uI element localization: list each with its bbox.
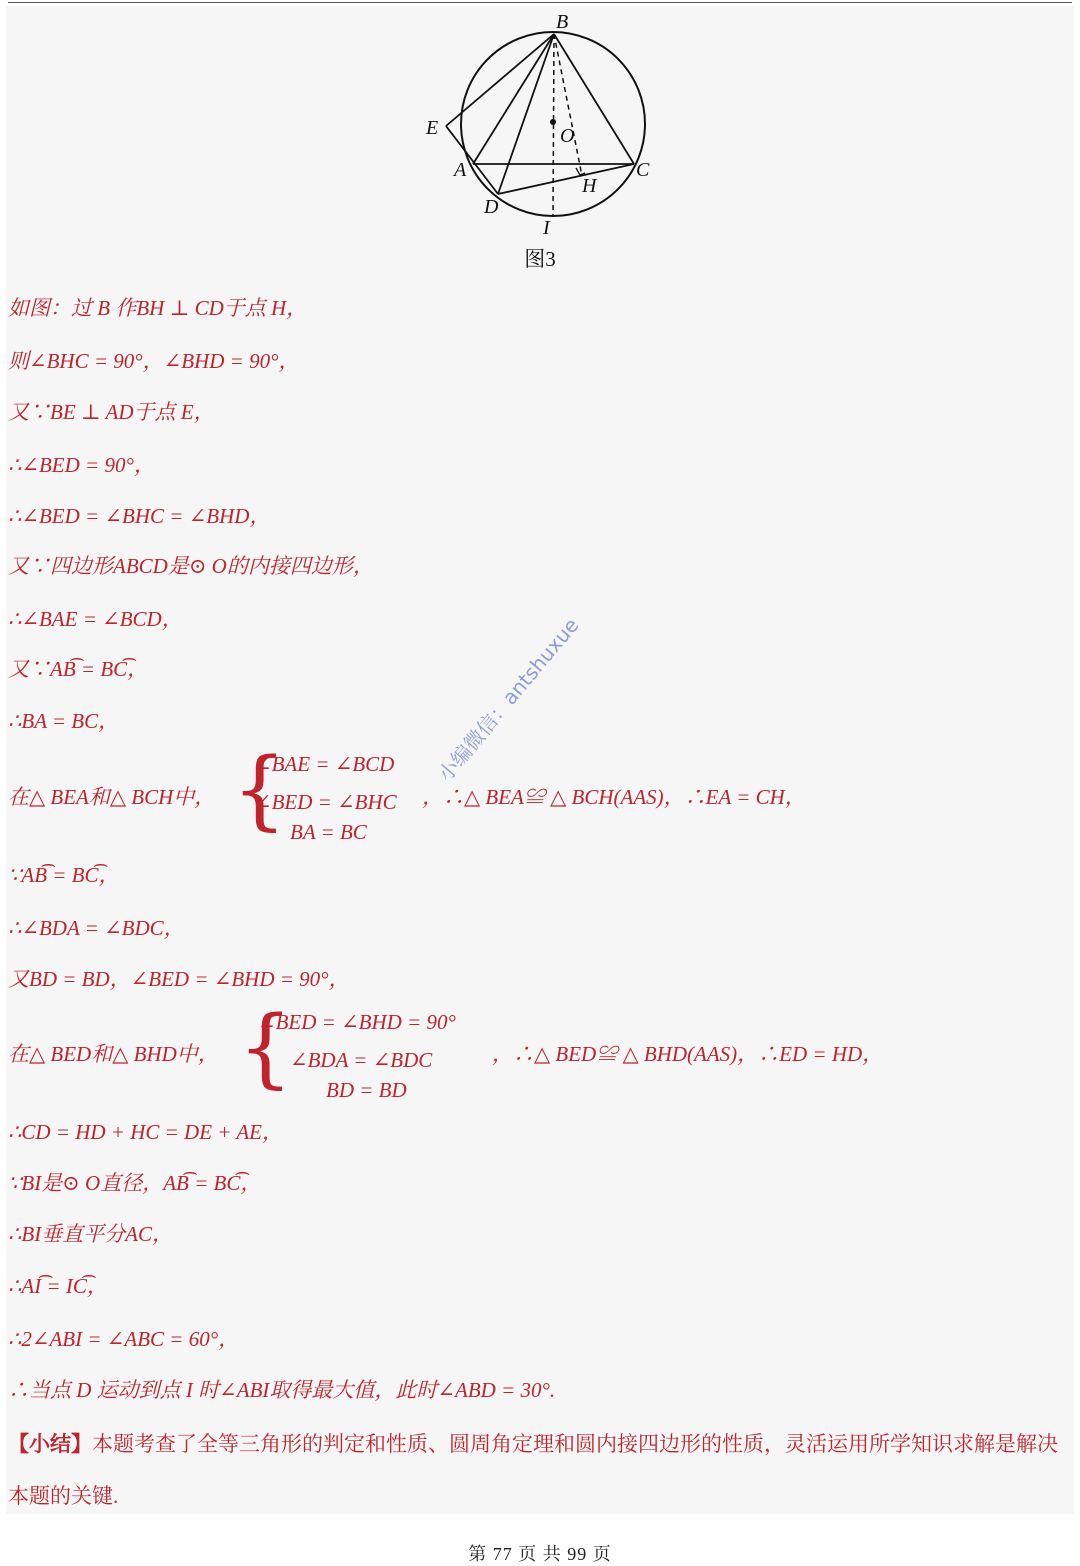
system-row: ∠BED = ∠BHC: [254, 790, 397, 814]
label-b: B: [556, 11, 569, 33]
center-point: [550, 119, 556, 125]
system-row: ∠BAE = ∠BCD: [254, 752, 395, 776]
top-rule: [8, 2, 1072, 3]
label-i: I: [543, 217, 550, 239]
watermark: 小编微信：antshuxue: [433, 613, 584, 786]
system-conclusion: ，∴△ BED≌ △ BHD(AAS)，∴ED = HD，: [492, 1042, 884, 1066]
system-row: ∠BED = ∠BHD = 90°: [258, 1010, 456, 1034]
system-row: BA = BC: [290, 820, 367, 844]
summary-paragraph: [8, 1418, 1068, 1522]
segment-bi: [553, 34, 554, 216]
segment-dc: [498, 164, 634, 194]
proof-line: ∴∠BED = ∠BHC = ∠BHD，: [8, 504, 271, 528]
label-h: H: [582, 175, 597, 197]
proof-line: ∴BA = BC，: [8, 709, 120, 733]
proof-line: ∵AB͡ = BC͡，: [8, 863, 120, 887]
system-lead: 在△ BED和△ BHD中，: [8, 1042, 219, 1066]
system-conclusion: ，∴△ BEA≌ △ BCH(AAS)，∴EA = CH，: [422, 785, 806, 809]
equation-system-1: [8, 740, 1068, 844]
label-d: D: [484, 196, 499, 218]
system-row: BD = BD: [326, 1078, 407, 1102]
proof-line: ∵BI是⊙ O直径，AB͡ = BC͡，: [8, 1171, 262, 1195]
proof-line: ∴∠BDA = ∠BDC，: [8, 916, 185, 940]
label-o: O: [560, 125, 575, 147]
equation-system-2: [8, 998, 1068, 1102]
proof-line: ∴BI垂直平分AC，: [8, 1222, 174, 1246]
proof-line: ∴AI͡ = IC͡，: [8, 1274, 108, 1298]
proof-line: 又∵BE ⊥ AD于点 E，: [8, 400, 215, 424]
proof-line: 又∵AB͡ = BC͡，: [8, 657, 149, 681]
proof-line: ∴∠BED = 90°，: [8, 453, 155, 477]
proof-line: 又BD = BD，∠BED = ∠BHD = 90°，: [8, 967, 350, 991]
summary-tag: 【小结】: [8, 1432, 92, 1456]
proof-line: 如图：过 B 作BH ⊥ CD于点 H，: [8, 296, 308, 320]
left-brace: {: [232, 740, 287, 840]
page-number: 第 77 页 共 99 页: [468, 1544, 612, 1564]
system-row: ∠BDA = ∠BDC: [290, 1048, 433, 1072]
left-brace: {: [238, 998, 293, 1098]
summary-text: 本题考查了全等三角形的判定和性质、圆周角定理和圆内接四边形的性质，灵活运用所学知识求解是解决本题的关键.: [8, 1432, 1058, 1508]
proof-line: ∴CD = HD + HC = DE + AE，: [8, 1120, 283, 1144]
label-c: C: [636, 159, 650, 181]
figure-caption: 图3: [524, 247, 556, 271]
circle-diagram: [410, 6, 690, 246]
proof-line: ∴2∠ABI = ∠ABC = 60°，: [8, 1327, 240, 1351]
proof-line: ∴当点 D 运动到点 I 时∠ABI取得最大值，此时∠ABD = 30°.: [8, 1378, 556, 1402]
proof-line: ∴∠BAE = ∠BCD，: [8, 607, 183, 631]
label-e: E: [426, 117, 439, 139]
proof-line: 又∵四边形ABCD是⊙ O的内接四边形，: [8, 554, 374, 578]
label-a: A: [454, 159, 467, 181]
segment-ba: [473, 34, 554, 164]
system-lead: 在△ BEA和△ BCH中，: [8, 785, 216, 809]
geometry-figure: [410, 6, 690, 246]
proof-line: 则∠BHC = 90°，∠BHD = 90°，: [8, 349, 300, 373]
